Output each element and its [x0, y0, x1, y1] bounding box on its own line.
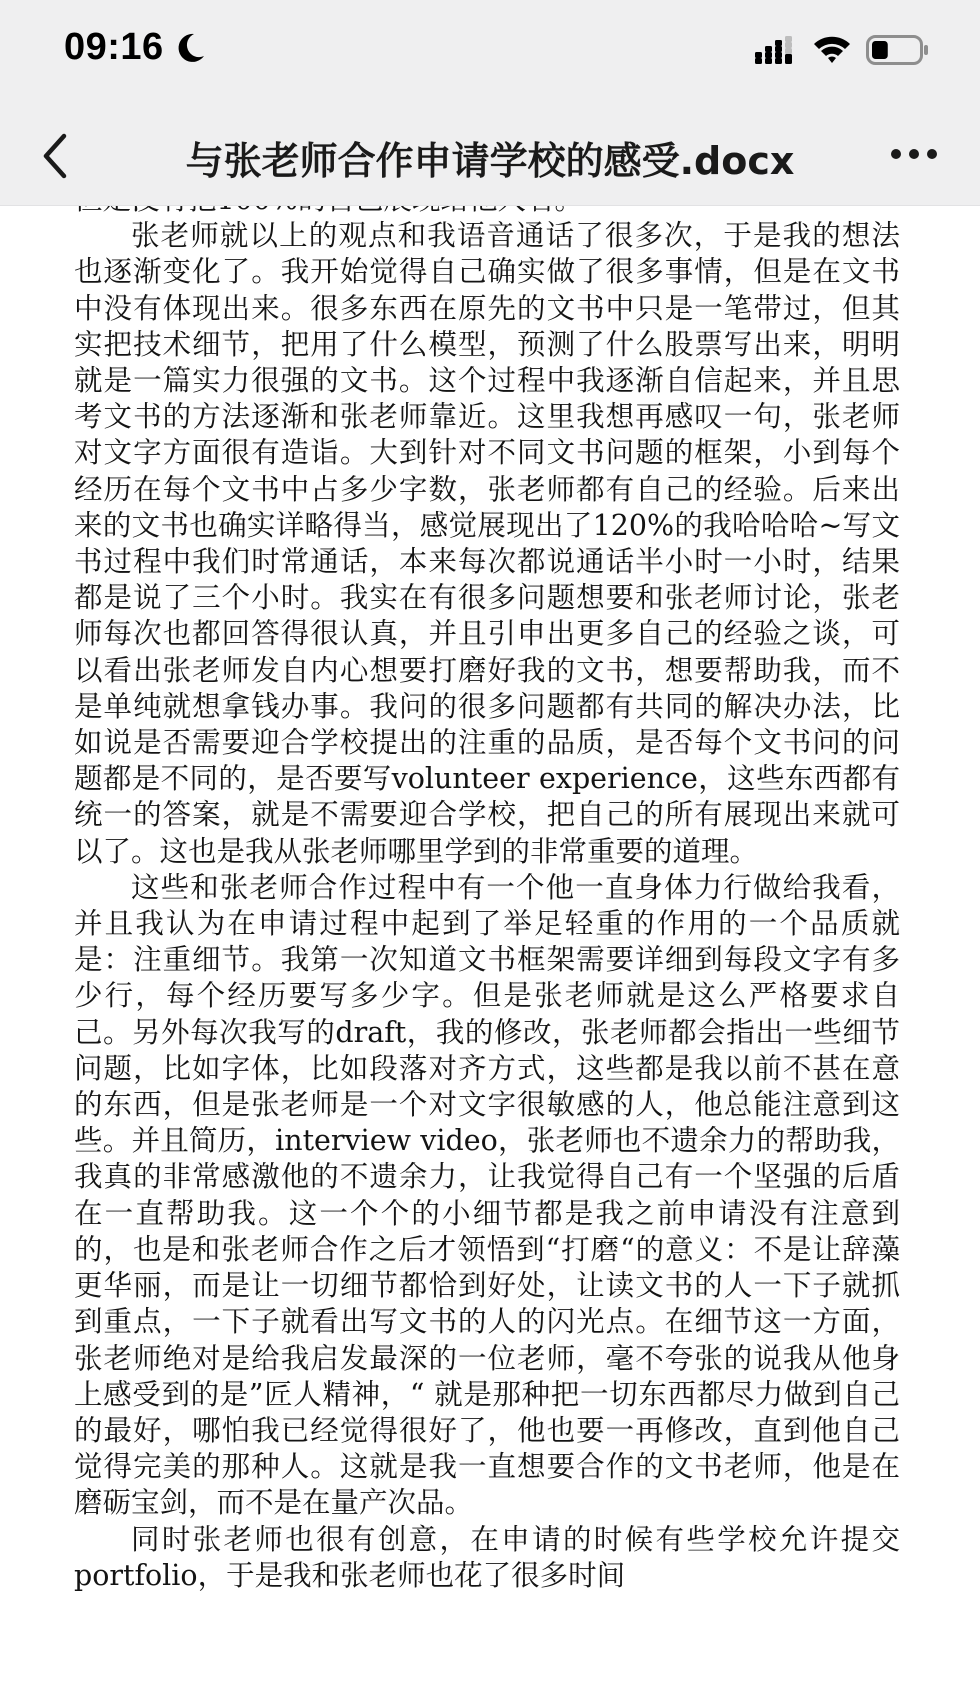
document-title: 与张老师合作申请学校的感受.docx: [185, 139, 795, 183]
status-bar: [0, 0, 980, 100]
moon-icon: [172, 30, 208, 70]
paragraph-1: 张老师就以上的观点和我语音通话了很多次，于是我的想法也逐渐变化了。我开始觉得自己确实做了很多事情，但是在文书中没有体现出来。很多东西在原先的文书中只是一笔带过，但其实把技术细节，把用了什么模型，预测了什么股票写出来，明明就是一篇实力很强的文书。这个过程中我逐渐自信起来，并且思考文书的方法逐渐和张老师靠近。这里我想再感叹一句，张老师对文字方面很有造诣。大到针对不同文书问题的框架，小到每个经历在每个文书中占多少字数，张老师都有自己的经验。后来出来的文书也确实详略得当，感觉展现出了120%的我哈哈哈~写文书过程中我们时常通话，本来每次都说通话半小时一小时，结果都是说了三个小时。我实在有很多问题想要和张老师讨论，张老师每次也都回答得很认真，并且引申出更多自己的经验之谈，可以看出张老师发自内心想要打磨好我的文书，想要帮助我，而不是单纯就想拿钱办事。我问的很多问题都有共同的解决办法，比如说是否需要迎合学校提出的注重的品质，是否每个文书问的问题都是不同的，是否要写volunteer experience，这些东西都有统一的答案，就是不需要迎合学校，把自己的所有展现出来就可以了。这也是我从张老师哪里学到的非常重要的道理。: [74, 219, 900, 868]
app-header: [0, 0, 980, 206]
navigation-bar: [0, 110, 980, 200]
more-horizontal-icon: [888, 142, 940, 166]
paragraph-3: 同时张老师也很有创意，在申请的时候有些学校允许提交portfolio，于是我和张老师也花了很多时间: [74, 1522, 900, 1592]
wifi-icon: [812, 34, 852, 68]
back-button[interactable]: [34, 128, 78, 184]
more-options-button[interactable]: [888, 142, 940, 166]
status-time: 09:16: [64, 26, 164, 68]
battery-icon: [866, 35, 930, 69]
cellular-signal-icon: [755, 36, 795, 68]
document-text: [74, 182, 900, 1594]
paragraph-2: 这些和张老师合作过程中有一个他一直身体力行做给我看，并且我认为在申请过程中起到了举足轻重的作用的一个品质就是：注重细节。我第一次知道文书框架需要详细到每段文字有多少行，每个经历要写多少字。但是张老师就是这么严格要求自己。另外每次我写的draft，我的修改，张老师都会指出一些细节问题，比如字体，比如段落对齐方式，这些都是我以前不甚在意的东西，但是张老师是一个对文字很敏感的人，他总能注意到这些。并且简历，interview video，张老师也不遗余力的帮助我，我真的非常感激他的不遗余力，让我觉得自己有一个坚强的后盾在一直帮助我。这一个个的小细节都是我之前申请没有注意到的，也是和张老师合作之后才领悟到“打磨“的意义：不是让辞藻更华丽，而是让一切细节都恰到好处，让读文书的人一下子就抓到重点，一下子就看出写文书的人的闪光点。在细节这一方面，张老师绝对是给我启发最深的一位老师，毫不夸张的说我从他身上感受到的是”匠人精神，“ 就是那种把一切东西都尽力做到自己的最好，哪怕我已经觉得很好了，他也要一再修改，直到他自己觉得完美的那种人。这就是我一直想要合作的文书老师，他是在磨砺宝剑，而不是在量产次品。: [74, 870, 900, 1520]
document-content[interactable]: [0, 182, 980, 1705]
chevron-left-icon: [34, 128, 78, 184]
